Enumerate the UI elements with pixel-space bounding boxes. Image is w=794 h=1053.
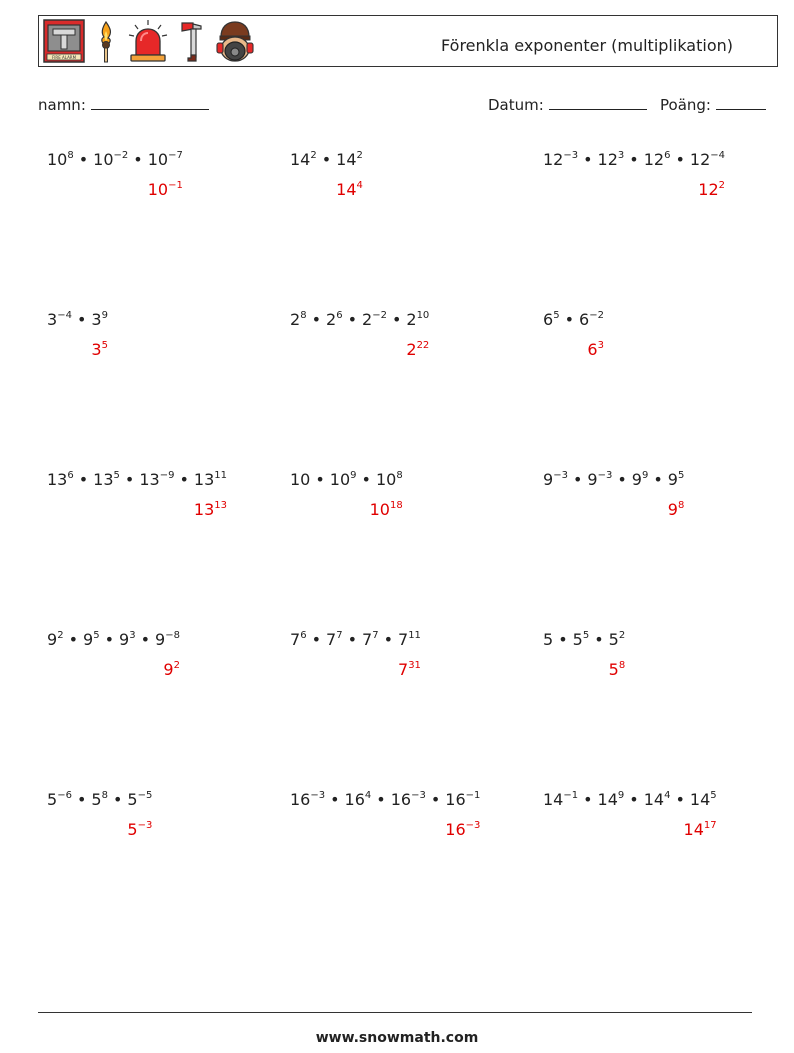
power-term: [148, 150, 183, 169]
problem-expression: [47, 150, 183, 169]
answer-power: [668, 500, 685, 519]
power-term: [644, 150, 671, 169]
footer-website: www.snowmath.com: [315, 1030, 479, 1046]
power-term: [579, 310, 604, 329]
multiply-dot: •: [133, 150, 143, 169]
answer: [194, 500, 227, 519]
base: 9: [587, 470, 598, 489]
power-term: [336, 150, 363, 169]
power-term: [47, 630, 64, 649]
power-term: [47, 310, 72, 329]
problem-expression: [290, 150, 363, 169]
name-line[interactable]: [91, 95, 209, 110]
date-field: [488, 95, 647, 114]
base: 5: [47, 790, 58, 809]
exponent: 8: [677, 500, 685, 511]
exponent: 22: [416, 340, 430, 351]
answer-power: [163, 660, 180, 679]
power-term: [587, 470, 612, 489]
power-term: [668, 470, 685, 489]
multiply-dot: •: [347, 630, 357, 649]
exponent: 9: [617, 790, 625, 801]
exponent: 4: [664, 790, 671, 801]
multiply-dot: •: [430, 790, 441, 809]
exponent: 2: [173, 660, 180, 671]
base: 7: [290, 630, 301, 649]
answer-power: [406, 340, 429, 359]
base: 16: [445, 790, 466, 809]
exponent: −6: [57, 790, 72, 801]
multiply-dot: •: [321, 150, 332, 169]
power-term: [391, 790, 426, 809]
multiply-dot: •: [675, 150, 685, 169]
problem-expression: [543, 790, 717, 809]
multiply-dot: •: [124, 470, 135, 489]
exponent: 7: [336, 630, 343, 641]
power-term: [155, 630, 180, 649]
answer: [668, 500, 685, 519]
problem-expression: [47, 470, 227, 489]
exponent: −2: [372, 310, 387, 321]
exponent: −2: [113, 150, 129, 161]
base: 9: [543, 470, 554, 489]
power-term: [362, 310, 387, 329]
exponent: 11: [408, 630, 421, 641]
power-term: [290, 630, 307, 649]
base: 3: [91, 340, 102, 359]
date-label: Datum:: [488, 96, 544, 114]
answer: [370, 500, 403, 519]
multiply-dot: •: [311, 630, 321, 649]
exponent: 17: [703, 820, 717, 831]
base: 7: [362, 630, 373, 649]
answer-power: [684, 820, 717, 839]
base: 10: [47, 150, 68, 169]
problem-expression: [290, 470, 403, 489]
base: 6: [587, 340, 598, 359]
multiply-dot: •: [76, 790, 87, 809]
base: 7: [398, 660, 409, 679]
answer-power: [194, 500, 227, 519]
exponent: 4: [364, 790, 372, 801]
power-term: [93, 470, 120, 489]
exponent: 18: [389, 500, 403, 511]
base: 10: [329, 470, 351, 489]
power-term: [290, 310, 307, 329]
exponent: 2: [718, 180, 725, 191]
exponent: 2: [356, 150, 363, 161]
power-term: [543, 470, 568, 489]
power-term: [330, 470, 357, 489]
multiply-dot: •: [78, 470, 89, 489]
power-term: [362, 630, 379, 649]
power-term: [194, 470, 227, 489]
multiply-dot: •: [617, 470, 627, 489]
power-term: [543, 630, 553, 649]
score-line[interactable]: [716, 95, 766, 110]
answer-power: [127, 820, 152, 839]
answer: [163, 660, 180, 679]
exponent: 7: [372, 630, 379, 641]
exponent: 4: [356, 180, 363, 191]
exponent: −7: [168, 150, 183, 161]
base: 16: [390, 790, 412, 809]
base: 13: [193, 470, 215, 489]
answer-power: [91, 340, 108, 359]
name-label: namn:: [38, 96, 86, 114]
answer: [127, 820, 152, 839]
exponent: 8: [67, 150, 74, 161]
power-term: [345, 790, 372, 809]
exponent: 11: [214, 470, 227, 481]
base: 10: [147, 150, 169, 169]
base: 10: [290, 470, 311, 489]
base: 2: [290, 310, 301, 329]
power-term: [127, 790, 152, 809]
exponent: −3: [553, 470, 568, 481]
exponent: −5: [137, 790, 153, 801]
power-term: [83, 630, 100, 649]
match-icon: [95, 19, 117, 63]
power-term: [91, 790, 108, 809]
multiply-dot: •: [311, 310, 321, 329]
exponent: 5: [101, 340, 108, 351]
base: 2: [406, 310, 417, 329]
answer: [684, 820, 717, 839]
multiply-dot: •: [78, 150, 89, 169]
answer-power: [445, 820, 480, 839]
exponent: 8: [300, 310, 307, 321]
multiply-dot: •: [594, 630, 604, 649]
problem-expression: [543, 470, 684, 489]
base: 5: [127, 820, 138, 839]
base: 14: [683, 820, 704, 839]
exponent: −1: [465, 790, 481, 801]
exponent: 6: [300, 630, 307, 641]
base: 9: [163, 660, 174, 679]
exponent: −2: [589, 310, 604, 321]
base: 5: [608, 660, 619, 679]
date-line[interactable]: [549, 95, 647, 110]
base: 14: [643, 790, 665, 809]
multiply-dot: •: [315, 470, 325, 489]
siren-light-icon: [127, 19, 169, 63]
multiply-dot: •: [653, 470, 663, 489]
power-term: [598, 150, 625, 169]
exponent: 2: [618, 630, 626, 641]
exponent: 2: [310, 150, 317, 161]
score-field: [660, 95, 766, 114]
base: 13: [193, 500, 215, 519]
problem-expression: [47, 310, 108, 329]
base: 13: [139, 470, 160, 489]
answer: [91, 340, 108, 359]
exponent: 6: [67, 470, 74, 481]
power-term: [543, 150, 578, 169]
fire-axe-icon: [179, 19, 205, 63]
exponent: −3: [465, 820, 481, 831]
exponent: −4: [57, 310, 72, 321]
base: 14: [290, 150, 311, 169]
power-term: [406, 310, 429, 329]
problem-expression: [543, 310, 604, 329]
power-term: [632, 470, 649, 489]
power-term: [47, 150, 74, 169]
power-term: [376, 470, 403, 489]
base: 6: [543, 310, 554, 329]
base: 14: [336, 150, 357, 169]
base: 10: [375, 470, 397, 489]
multiply-dot: •: [104, 630, 114, 649]
problem-expression: [47, 630, 180, 649]
base: 9: [83, 630, 94, 649]
base: 14: [689, 790, 711, 809]
power-term: [326, 630, 343, 649]
base: 10: [369, 500, 390, 519]
answer: [406, 340, 429, 359]
base: 2: [362, 310, 373, 329]
base: 12: [597, 150, 618, 169]
multiply-dot: •: [629, 790, 639, 809]
exponent: 8: [396, 470, 403, 481]
power-term: [690, 150, 725, 169]
multiply-dot: •: [391, 310, 402, 329]
firefighter-icon: [215, 19, 255, 63]
multiply-dot: •: [675, 790, 685, 809]
exponent: 5: [113, 470, 120, 481]
answer-power: [148, 180, 183, 199]
base: 9: [667, 500, 678, 519]
power-term: [598, 790, 625, 809]
base: 2: [326, 310, 337, 329]
exponent: 13: [214, 500, 227, 511]
answer: [398, 660, 421, 679]
name-field: [38, 95, 209, 114]
answer-power: [698, 180, 725, 199]
power-term: [326, 310, 343, 329]
score-label: Poäng:: [660, 96, 711, 114]
base: 13: [47, 470, 68, 489]
base: 14: [543, 790, 564, 809]
exponent: 3: [597, 340, 604, 351]
power-term: [609, 630, 626, 649]
exponent: −3: [597, 470, 613, 481]
base: 9: [47, 630, 58, 649]
power-term: [543, 790, 578, 809]
multiply-dot: •: [179, 470, 189, 489]
base: 5: [572, 630, 583, 649]
exponent: 5: [677, 470, 685, 481]
base: 5: [543, 630, 554, 649]
multiply-dot: •: [76, 310, 87, 329]
fire-alarm-box-icon: [43, 19, 85, 63]
exponent: 8: [101, 790, 108, 801]
header-icons: [43, 19, 255, 63]
exponent: 5: [553, 310, 560, 321]
base: 5: [127, 790, 138, 809]
answer-power: [398, 660, 421, 679]
multiply-dot: •: [629, 150, 639, 169]
multiply-dot: •: [583, 150, 593, 169]
exponent: 6: [336, 310, 343, 321]
multiply-dot: •: [572, 470, 583, 489]
problem-expression: [290, 310, 429, 329]
exponent: 2: [57, 630, 64, 641]
answer-power: [587, 340, 604, 359]
exponent: −3: [563, 150, 579, 161]
exponent: 31: [408, 660, 421, 671]
answer: [148, 180, 183, 199]
power-term: [119, 630, 136, 649]
power-term: [644, 790, 671, 809]
exponent: −1: [563, 790, 579, 801]
multiply-dot: •: [376, 790, 386, 809]
exponent: −9: [159, 470, 175, 481]
base: 13: [93, 470, 114, 489]
base: 3: [47, 310, 58, 329]
multiply-dot: •: [112, 790, 123, 809]
base: 16: [344, 790, 365, 809]
exponent: 6: [664, 150, 671, 161]
power-term: [47, 790, 72, 809]
exponent: 10: [416, 310, 430, 321]
base: 3: [91, 310, 102, 329]
answer-power: [336, 180, 363, 199]
problem-expression: [543, 150, 725, 169]
base: 12: [689, 150, 711, 169]
base: 16: [290, 790, 311, 809]
base: 6: [579, 310, 590, 329]
header-box: [38, 15, 778, 67]
power-term: [398, 630, 421, 649]
base: 14: [597, 790, 618, 809]
exponent: 8: [618, 660, 626, 671]
exponent: 5: [710, 790, 717, 801]
base: 16: [445, 820, 466, 839]
base: 7: [326, 630, 337, 649]
multiply-dot: •: [383, 630, 393, 649]
base: 9: [631, 470, 642, 489]
footer-divider: [38, 1012, 752, 1013]
answer: [609, 660, 626, 679]
power-term: [690, 790, 717, 809]
exponent: 5: [93, 630, 100, 641]
multiply-dot: •: [361, 470, 371, 489]
multiply-dot: •: [583, 790, 593, 809]
base: 9: [667, 470, 678, 489]
power-term: [573, 630, 590, 649]
exponent: 3: [617, 150, 625, 161]
problem-expression: [290, 630, 421, 649]
power-term: [47, 470, 74, 489]
base: 2: [406, 340, 417, 359]
page-title: Förenkla exponenter (multiplikation): [441, 36, 733, 55]
base: 5: [91, 790, 102, 809]
answer-power: [609, 660, 626, 679]
power-term: [445, 790, 480, 809]
answer-power: [370, 500, 403, 519]
answer: [336, 180, 363, 199]
answer: [698, 180, 725, 199]
power-term: [290, 470, 310, 489]
exponent: −3: [137, 820, 153, 831]
multiply-dot: •: [564, 310, 574, 329]
multiply-dot: •: [558, 630, 568, 649]
multiply-dot: •: [140, 630, 150, 649]
exponent: 9: [350, 470, 357, 481]
base: 5: [608, 630, 619, 649]
alarm-box-label: FIRE ALARM: [51, 55, 77, 60]
base: 12: [543, 150, 564, 169]
base: 9: [119, 630, 130, 649]
power-term: [290, 150, 317, 169]
problem-expression: [543, 630, 625, 649]
base: 7: [398, 630, 409, 649]
exponent: −4: [710, 150, 725, 161]
base: 12: [698, 180, 719, 199]
multiply-dot: •: [347, 310, 357, 329]
power-term: [91, 310, 108, 329]
exponent: 3: [129, 630, 136, 641]
power-term: [139, 470, 174, 489]
multiply-dot: •: [68, 630, 78, 649]
power-term: [93, 150, 128, 169]
exponent: 9: [641, 470, 649, 481]
exponent: 9: [101, 310, 108, 321]
power-term: [290, 790, 325, 809]
problem-expression: [290, 790, 480, 809]
exponent: −1: [168, 180, 183, 191]
base: 12: [643, 150, 665, 169]
answer: [587, 340, 604, 359]
answer: [445, 820, 480, 839]
multiply-dot: •: [330, 790, 340, 809]
base: 9: [155, 630, 166, 649]
power-term: [543, 310, 560, 329]
exponent: 5: [582, 630, 590, 641]
base: 10: [147, 180, 169, 199]
base: 10: [93, 150, 114, 169]
exponent: −8: [165, 630, 180, 641]
base: 14: [336, 180, 357, 199]
problem-expression: [47, 790, 152, 809]
exponent: −3: [411, 790, 426, 801]
exponent: −3: [310, 790, 326, 801]
